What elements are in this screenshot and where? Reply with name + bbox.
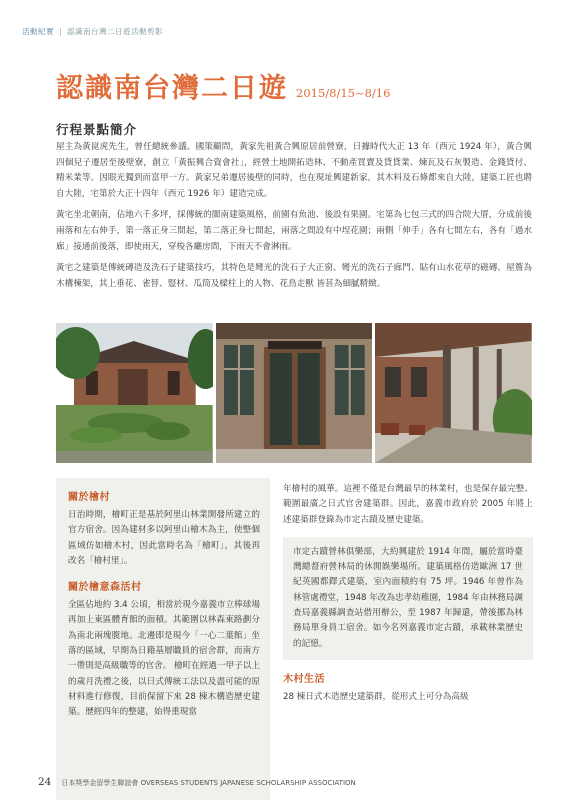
event-date: 2015/8/15~8/16 xyxy=(296,86,391,100)
left-column xyxy=(56,478,270,800)
about-hinoki-village-text: 日治時期，檜町正是基於阿里山林業開發所建立的官方宿舍。因為建材多以阿里山檜木為主，使整個區域仿如檜木村，因此當時名為「檜町」，其後再改名「檜村里」。 xyxy=(68,510,260,566)
photo-doorway xyxy=(216,323,373,463)
page-title: 認識南台灣二日遊 xyxy=(56,73,288,104)
section-subtitle: 行程景點簡介 xyxy=(56,122,138,137)
heading-wood-village-life: 木村生活 xyxy=(283,673,325,685)
continued-text: 年檜村的風華。這裡不僅是台灣最早的林業村，也是保存最完整、範圍最廣之日式官舍建築群。因此，嘉義市政府於 2005 年將上述建築群登錄為市定古蹟及歷史建築。 xyxy=(283,484,533,525)
heading-about-hinoki-park: 關於檜意森活村 xyxy=(68,582,142,594)
footer-org: 日本獎學金留學生聯誼會 OVERSEAS STUDENTS JAPANESE SCHOLARSHIP ASSOCIATION xyxy=(61,779,356,787)
right-column xyxy=(283,482,533,714)
heading-about-hinoki-village: 關於檜村 xyxy=(68,492,110,503)
header-category: 活動紀實 xyxy=(22,27,54,36)
forestry-club-text: 市定古蹟營林俱樂部，大約興建於 1914 年間，屬於當時臺灣總督府營林局的休閒娛樂場所。建築風格仿造歐洲 17 世紀英國都鐸式建築，室內面積約有 75 坪。1946 年曾作為林管處禮堂，1948 年改為忠孝幼稚園，1984 年由林務局調查局嘉義縣調查站借用辦公，至 1987 年歸還，帶後挪為林務局單身員工宿舍。如今名列嘉義市定古蹟，承載林業歷史的記憶。 xyxy=(293,546,523,649)
title-row xyxy=(56,66,390,105)
forestry-club-block xyxy=(283,537,533,660)
header-section: 認識南台灣二日遊活動剪影 xyxy=(67,27,164,36)
photo-courtyard xyxy=(56,323,213,463)
photo-strip xyxy=(56,323,532,463)
intro-paragraph-3: 黃宅之建築是傳統磚造及洗石子建築技巧，其特色是彎光的洗石子大正窗、彎光的洗石子廊門、貼有山水花草的磁磚。屋簷為木構棟架，其上垂花、雀替、豎材、瓜筒及樑柱上的人物、花鳥走獸 皆甚為細膩精緻。 xyxy=(56,263,532,289)
header-separator: | xyxy=(59,27,63,36)
page-header xyxy=(22,26,163,37)
about-hinoki-park-text: 全區佔地約 3.4 公頃，相當於現今嘉義市立棒球場再加上東區體育館的面積。其範圍以林森東路劃分為南北兩塊腹地。北邊即是現今「一心二葉館」坐落的區域，早期為日籍基層職員的宿舍群，而南方一帶則是高級職等的官舍。 檜町在經過一甲子以上的歲月洗禮之後，以日式傳統工法以及盡可能的原材料進行修復，目前保留下來 28 棟木構造歷史建築。歷經四年的整建，始得重現當 xyxy=(68,600,260,718)
intro-text xyxy=(56,140,532,298)
intro-paragraph-1: 屋主為黃崑虎先生，曾任總統參議、國策顧問，黃家先祖黃合興原居前營寮，日據時代大正 13 年（西元 1924 年），黃合興四個兒子遷居至後壁寮，創立「黃振興合資會社」，經營土地開拓造林、不動產買賣及貸貸業、煉瓦及石灰製造、金錢貸付、精米業等。因眼光獨到而富甲一方。黃家兄弟遷居後壁的同時，也在現址興建新家，其木料及石條都來自大陸，建築工匠也聘自大陸，宅第於大正十四年（西元 1926 年）建造完成。 xyxy=(56,142,532,199)
intro-paragraph-2: 黃宅坐北朝南，佔地六千多坪，採傳統的閩南建築風格，前園有魚池、後設有果園。宅第為七包三式的四合院大厝，分成前後兩落和左右伸手，第一落正身三間起，第二落正身七間起，兩落之間設有中埕花園；兩側「伸手」各有七間左右，各有「過水廊」接通前後落，即使雨天，穿梭各廳房間，下雨天不會淋雨。 xyxy=(56,210,532,252)
page-number: 24 xyxy=(38,776,52,788)
wood-village-life-text: 28 棟日式木造歷史建築群，從形式上可分為高級 xyxy=(283,691,469,702)
page-footer xyxy=(38,776,356,788)
photo-corridor xyxy=(375,323,532,463)
